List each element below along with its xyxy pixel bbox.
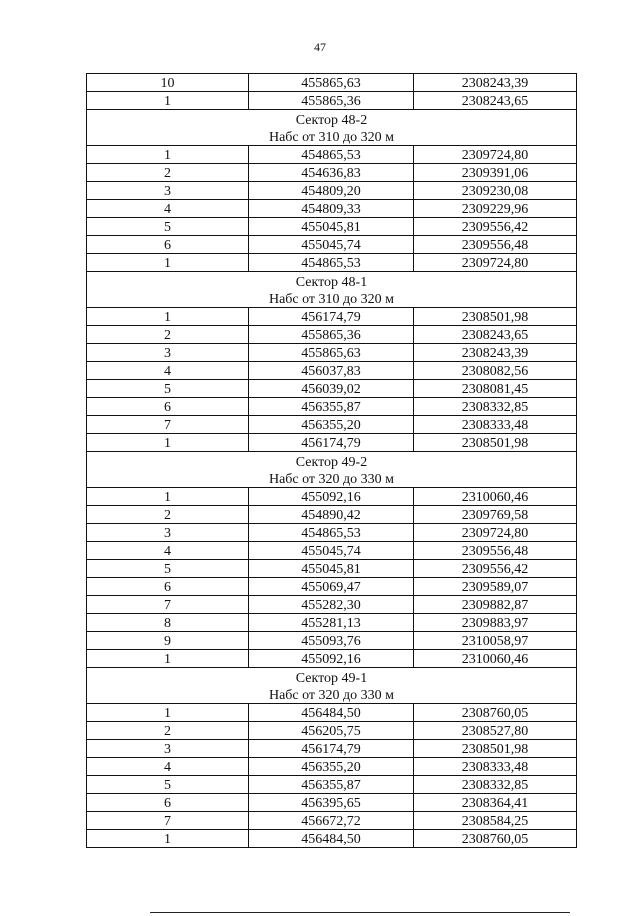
x-coordinate-cell: 456395,65 (249, 794, 414, 812)
table-row (87, 200, 577, 218)
table-row (87, 362, 577, 380)
sector-height-range-row (87, 128, 577, 146)
point-number-cell: 4 (87, 362, 249, 380)
y-coordinate-cell: 2310058,97 (414, 632, 577, 650)
x-coordinate-cell: 456174,79 (249, 434, 414, 452)
table-row (87, 326, 577, 344)
x-coordinate-cell: 456355,20 (249, 758, 414, 776)
table-row (87, 578, 577, 596)
y-coordinate-cell: 2309391,06 (414, 164, 577, 182)
sector-height-range-row (87, 290, 577, 308)
point-number-cell: 2 (87, 164, 249, 182)
point-number-cell: 6 (87, 236, 249, 254)
table-row (87, 542, 577, 560)
y-coordinate-cell: 2310060,46 (414, 488, 577, 506)
x-coordinate-cell: 456484,50 (249, 704, 414, 722)
sector-height-range: Набс от 310 до 320 м (87, 128, 577, 146)
y-coordinate-cell: 2308332,85 (414, 776, 577, 794)
sector-title-row (87, 668, 577, 687)
point-number-cell: 5 (87, 560, 249, 578)
table-row (87, 380, 577, 398)
sector-title: Сектор 48-2 (87, 110, 577, 129)
point-number-cell: 4 (87, 758, 249, 776)
table-row (87, 812, 577, 830)
y-coordinate-cell: 2309230,08 (414, 182, 577, 200)
y-coordinate-cell: 2308364,41 (414, 794, 577, 812)
x-coordinate-cell: 454809,20 (249, 182, 414, 200)
table-row (87, 776, 577, 794)
point-number-cell: 9 (87, 632, 249, 650)
x-coordinate-cell: 455045,74 (249, 236, 414, 254)
point-number-cell: 1 (87, 650, 249, 668)
x-coordinate-cell: 456355,87 (249, 776, 414, 794)
x-coordinate-cell: 455865,63 (249, 344, 414, 362)
x-coordinate-cell: 455282,30 (249, 596, 414, 614)
y-coordinate-cell: 2309882,87 (414, 596, 577, 614)
table-row (87, 434, 577, 452)
x-coordinate-cell: 455865,36 (249, 326, 414, 344)
point-number-cell: 3 (87, 182, 249, 200)
point-number-cell: 6 (87, 794, 249, 812)
x-coordinate-cell: 455045,81 (249, 218, 414, 236)
table-row (87, 488, 577, 506)
y-coordinate-cell: 2308760,05 (414, 704, 577, 722)
y-coordinate-cell: 2308333,48 (414, 758, 577, 776)
table-row (87, 506, 577, 524)
x-coordinate-cell: 455069,47 (249, 578, 414, 596)
point-number-cell: 6 (87, 578, 249, 596)
x-coordinate-cell: 456355,87 (249, 398, 414, 416)
table-row (87, 632, 577, 650)
point-number-cell: 1 (87, 308, 249, 326)
point-number-cell: 1 (87, 254, 249, 272)
sector-title: Сектор 48-1 (87, 272, 577, 291)
x-coordinate-cell: 455281,13 (249, 614, 414, 632)
point-number-cell: 4 (87, 542, 249, 560)
table-row (87, 92, 577, 110)
table-row (87, 524, 577, 542)
bottom-rule (150, 912, 570, 913)
table-row (87, 794, 577, 812)
x-coordinate-cell: 455045,81 (249, 560, 414, 578)
table-row (87, 74, 577, 92)
y-coordinate-cell: 2308501,98 (414, 434, 577, 452)
y-coordinate-cell: 2308333,48 (414, 416, 577, 434)
x-coordinate-cell: 454865,53 (249, 254, 414, 272)
y-coordinate-cell: 2308082,56 (414, 362, 577, 380)
point-number-cell: 5 (87, 218, 249, 236)
sector-title: Сектор 49-2 (87, 452, 577, 471)
y-coordinate-cell: 2308081,45 (414, 380, 577, 398)
table-row (87, 164, 577, 182)
sector-height-range: Набс от 320 до 330 м (87, 470, 577, 488)
table-row (87, 596, 577, 614)
x-coordinate-cell: 456355,20 (249, 416, 414, 434)
x-coordinate-cell: 454865,53 (249, 524, 414, 542)
y-coordinate-cell: 2309883,97 (414, 614, 577, 632)
y-coordinate-cell: 2308501,98 (414, 308, 577, 326)
point-number-cell: 5 (87, 776, 249, 794)
table-row (87, 344, 577, 362)
coordinates-table-body (87, 74, 577, 848)
y-coordinate-cell: 2308243,39 (414, 74, 577, 92)
table-row (87, 146, 577, 164)
point-number-cell: 2 (87, 722, 249, 740)
point-number-cell: 8 (87, 614, 249, 632)
x-coordinate-cell: 456039,02 (249, 380, 414, 398)
coordinates-table (86, 73, 577, 848)
sector-height-range-row (87, 686, 577, 704)
y-coordinate-cell: 2309724,80 (414, 146, 577, 164)
y-coordinate-cell: 2309229,96 (414, 200, 577, 218)
point-number-cell: 3 (87, 524, 249, 542)
table-row (87, 308, 577, 326)
x-coordinate-cell: 455092,16 (249, 650, 414, 668)
sector-title-row (87, 110, 577, 129)
point-number-cell: 1 (87, 830, 249, 848)
x-coordinate-cell: 455093,76 (249, 632, 414, 650)
point-number-cell: 10 (87, 74, 249, 92)
y-coordinate-cell: 2308243,39 (414, 344, 577, 362)
sector-height-range-row (87, 470, 577, 488)
y-coordinate-cell: 2308760,05 (414, 830, 577, 848)
table-row (87, 398, 577, 416)
x-coordinate-cell: 456037,83 (249, 362, 414, 380)
y-coordinate-cell: 2309556,48 (414, 236, 577, 254)
point-number-cell: 6 (87, 398, 249, 416)
x-coordinate-cell: 456205,75 (249, 722, 414, 740)
point-number-cell: 5 (87, 380, 249, 398)
y-coordinate-cell: 2308243,65 (414, 92, 577, 110)
table-row (87, 740, 577, 758)
table-row (87, 758, 577, 776)
point-number-cell: 1 (87, 488, 249, 506)
y-coordinate-cell: 2308332,85 (414, 398, 577, 416)
sector-height-range: Набс от 310 до 320 м (87, 290, 577, 308)
y-coordinate-cell: 2308243,65 (414, 326, 577, 344)
x-coordinate-cell: 456672,72 (249, 812, 414, 830)
point-number-cell: 3 (87, 344, 249, 362)
y-coordinate-cell: 2309556,42 (414, 560, 577, 578)
table-row (87, 722, 577, 740)
y-coordinate-cell: 2310060,46 (414, 650, 577, 668)
point-number-cell: 7 (87, 416, 249, 434)
x-coordinate-cell: 456174,79 (249, 308, 414, 326)
sector-height-range: Набс от 320 до 330 м (87, 686, 577, 704)
point-number-cell: 7 (87, 812, 249, 830)
point-number-cell: 1 (87, 434, 249, 452)
table-row (87, 614, 577, 632)
y-coordinate-cell: 2309556,42 (414, 218, 577, 236)
x-coordinate-cell: 456484,50 (249, 830, 414, 848)
point-number-cell: 3 (87, 740, 249, 758)
x-coordinate-cell: 455865,36 (249, 92, 414, 110)
point-number-cell: 1 (87, 92, 249, 110)
point-number-cell: 1 (87, 704, 249, 722)
x-coordinate-cell: 455092,16 (249, 488, 414, 506)
y-coordinate-cell: 2309724,80 (414, 524, 577, 542)
sector-title: Сектор 49-1 (87, 668, 577, 687)
table-row (87, 560, 577, 578)
y-coordinate-cell: 2309769,58 (414, 506, 577, 524)
x-coordinate-cell: 454636,83 (249, 164, 414, 182)
y-coordinate-cell: 2308527,80 (414, 722, 577, 740)
x-coordinate-cell: 455045,74 (249, 542, 414, 560)
y-coordinate-cell: 2309589,07 (414, 578, 577, 596)
point-number-cell: 4 (87, 200, 249, 218)
table-row (87, 254, 577, 272)
x-coordinate-cell: 454865,53 (249, 146, 414, 164)
point-number-cell: 2 (87, 506, 249, 524)
table-row (87, 830, 577, 848)
sector-title-row (87, 452, 577, 471)
table-row (87, 218, 577, 236)
point-number-cell: 1 (87, 146, 249, 164)
table-row (87, 416, 577, 434)
y-coordinate-cell: 2308584,25 (414, 812, 577, 830)
table-row (87, 704, 577, 722)
table-row (87, 236, 577, 254)
point-number-cell: 7 (87, 596, 249, 614)
sector-title-row (87, 272, 577, 291)
table-row (87, 650, 577, 668)
y-coordinate-cell: 2308501,98 (414, 740, 577, 758)
x-coordinate-cell: 456174,79 (249, 740, 414, 758)
page-number: 47 (314, 40, 326, 54)
point-number-cell: 2 (87, 326, 249, 344)
x-coordinate-cell: 455865,63 (249, 74, 414, 92)
y-coordinate-cell: 2309556,48 (414, 542, 577, 560)
table-row (87, 182, 577, 200)
x-coordinate-cell: 454809,33 (249, 200, 414, 218)
x-coordinate-cell: 454890,42 (249, 506, 414, 524)
y-coordinate-cell: 2309724,80 (414, 254, 577, 272)
